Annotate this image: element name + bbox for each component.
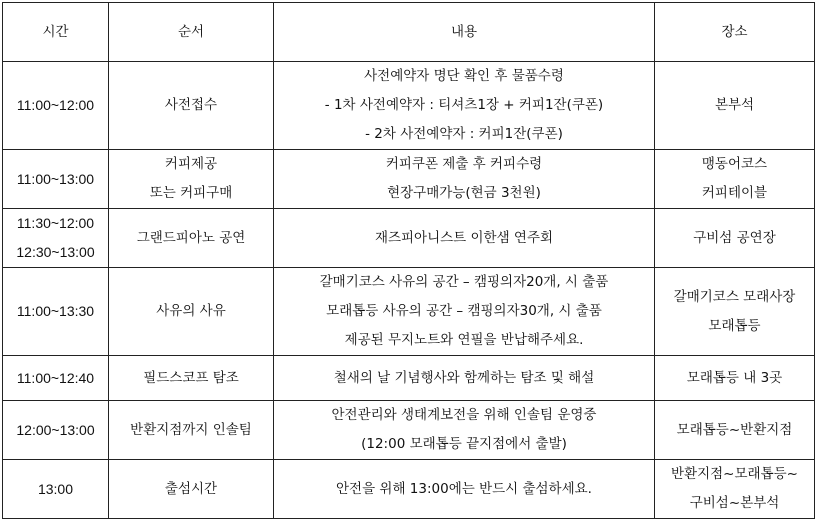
header-content: 내용 — [274, 3, 655, 62]
content-text: 재즈피아니스트 이한샘 연주회 — [374, 229, 554, 246]
content-cell — [274, 150, 655, 209]
order-text: 커피제공 — [164, 156, 218, 172]
place-text: 모래톱등 내 3곳 — [686, 369, 783, 386]
place-text: 구비섬 공연장 — [693, 229, 776, 246]
table-row — [3, 460, 815, 519]
order-text: 반환지점까지 인솔팀 — [130, 421, 252, 438]
time-text: 11:00~12:00 — [16, 97, 95, 113]
content-text: - 1차 사전예약자 : 티셔츠1장 + 커피1잔(쿠폰) — [324, 97, 604, 113]
order-text: 그랜드피아노 공연 — [136, 229, 246, 246]
place-text: 모래톱등 — [708, 317, 761, 334]
table-row — [3, 356, 815, 401]
time-cell — [3, 401, 109, 460]
content-cell — [274, 356, 655, 401]
content-text: 커피쿠폰 제출 후 커피수령 — [385, 156, 543, 172]
time-text: 11:00~13:30 — [16, 303, 95, 319]
content-text: 사전예약자 명단 확인 후 물품수령 — [364, 68, 564, 84]
order-text: 사전접수 — [164, 97, 218, 113]
place-cell — [655, 150, 815, 209]
time-cell — [3, 209, 109, 268]
table-row — [3, 268, 815, 356]
content-cell — [274, 401, 655, 460]
content-text: - 2차 사전예약자 : 커피1잔(쿠폰) — [365, 126, 563, 142]
order-cell — [109, 209, 274, 268]
place-cell — [655, 268, 815, 356]
schedule-table — [2, 2, 815, 519]
order-text: 사유의 사유 — [156, 303, 226, 319]
time-text: 11:30~12:00 — [16, 215, 95, 231]
time-text: 12:30~13:00 — [16, 244, 95, 260]
place-cell — [655, 62, 815, 150]
content-text: 갈매기코스 사유의 공간 – 캠핑의자20개, 시 출품 — [319, 274, 609, 290]
header-place: 장소 — [655, 3, 815, 62]
order-cell — [109, 460, 274, 519]
content-text: 안전관리와 생태계보전을 위해 인솔팀 운영중 — [331, 407, 597, 423]
place-text: 본부석 — [714, 97, 755, 113]
order-cell — [109, 401, 274, 460]
order-cell — [109, 268, 274, 356]
order-text: 필드스코프 탐조 — [143, 369, 239, 386]
place-cell — [655, 401, 815, 460]
time-text: 13:00 — [37, 480, 74, 497]
place-cell — [655, 209, 815, 268]
content-text: 현장구매가능(현금 3천원) — [387, 185, 541, 201]
header-time: 시간 — [3, 3, 109, 62]
content-text: 제공된 무지노트와 연필을 반납해주세요. — [344, 332, 584, 348]
order-text: 또는 커피구매 — [149, 185, 233, 201]
content-cell — [274, 209, 655, 268]
content-cell — [274, 268, 655, 356]
time-text: 12:00~13:00 — [16, 421, 95, 438]
place-text: 맹동어코스 — [701, 156, 768, 172]
place-text: 반환지점~모래톱등~ — [671, 466, 798, 482]
time-text: 11:00~13:00 — [16, 170, 95, 187]
place-cell — [655, 460, 815, 519]
time-cell — [3, 460, 109, 519]
table-row — [3, 62, 815, 150]
order-text: 출섬시간 — [164, 480, 218, 497]
content-cell — [274, 460, 655, 519]
time-cell — [3, 62, 109, 150]
table-row — [3, 209, 815, 268]
time-cell — [3, 150, 109, 209]
time-cell — [3, 268, 109, 356]
header-order: 순서 — [109, 3, 274, 62]
place-text: 커피테이블 — [701, 185, 768, 201]
place-text: 구비섬~본부석 — [689, 495, 780, 511]
place-text: 모래톱등~반환지점 — [676, 421, 793, 438]
content-text: (12:00 모래톱등 끝지점에서 출발) — [361, 436, 567, 452]
table-row — [3, 150, 815, 209]
content-text: 모래톱등 사유의 공간 – 캠핑의자30개, 시 출품 — [326, 303, 602, 319]
order-cell — [109, 62, 274, 150]
header-row — [3, 3, 815, 62]
table-row — [3, 401, 815, 460]
content-text: 철새의 날 기념행사와 함께하는 탐조 및 해설 — [333, 369, 595, 386]
time-cell — [3, 356, 109, 401]
content-text: 안전을 위해 13:00에는 반드시 출섬하세요. — [336, 480, 592, 497]
order-cell — [109, 356, 274, 401]
place-text: 갈매기코스 모래사장 — [673, 288, 796, 305]
time-text: 11:00~12:40 — [16, 369, 95, 386]
order-cell — [109, 150, 274, 209]
content-cell — [274, 62, 655, 150]
place-cell — [655, 356, 815, 401]
